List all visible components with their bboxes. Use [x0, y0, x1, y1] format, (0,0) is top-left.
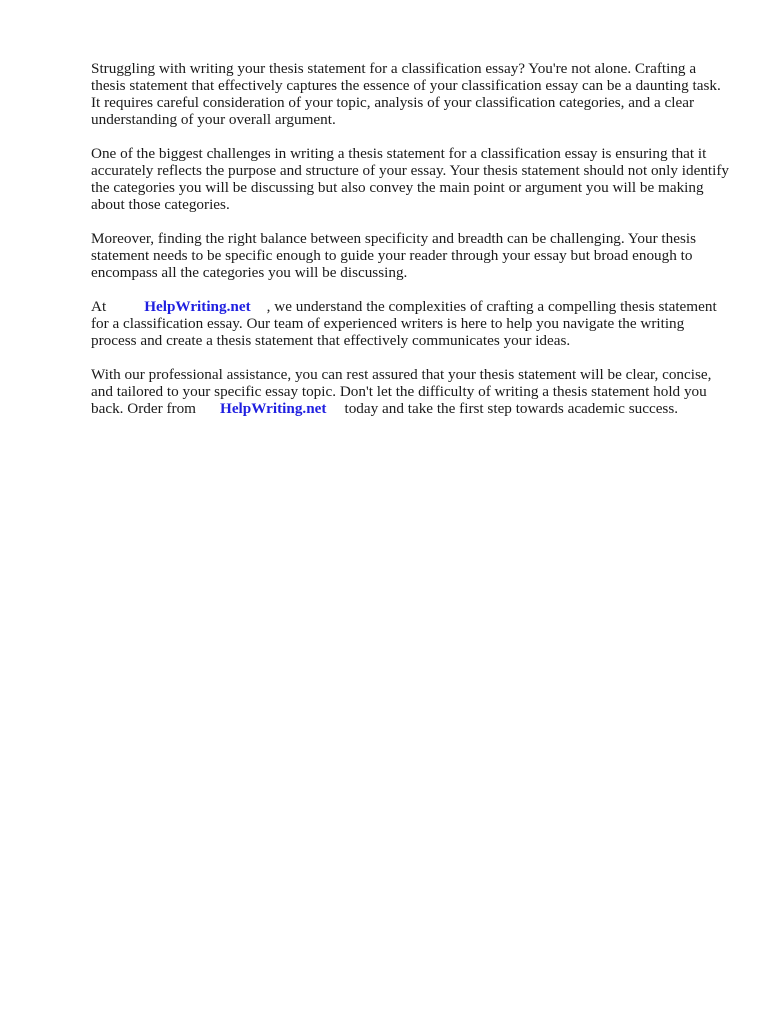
- paragraph-service-body: , we understand the complexities of crafting a compelling thesis statement for a classification essay. Our team of experienced writers is here to help you navigate the writing process and create a thesis statement that effectively communicates your ideas.: [91, 298, 717, 349]
- paragraph-service-lead: At: [91, 298, 107, 315]
- paragraph-order: [91, 366, 731, 417]
- paragraph-balance: Moreover, finding the right balance between specificity and breadth can be challenging. Your thesis statement needs to be specific enough to guide your reader through your essay but broad enough to encompass all the categories you will be discussing.: [91, 230, 697, 281]
- paragraph-order-lead: With our professional assistance, you can rest assured that your thesis statement will be clear, concise, and tailored to your specific essay topic. Don't let the difficulty of writing a thesis statement hold you back. Order from: [91, 366, 712, 417]
- paragraph-intro: Struggling with writing your thesis statement for a classification essay? You're not alone. Crafting a thesis statement that effectively captures the essence of your classification essay can be a daunting task. It requires careful consideration of your topic, analysis of your classification categories, and a clear understanding of your overall argument.: [91, 60, 721, 128]
- helpwriting-link-1[interactable]: HelpWriting.net: [144, 298, 251, 315]
- helpwriting-link-2[interactable]: HelpWriting.net: [220, 400, 327, 417]
- paragraph-challenges: One of the biggest challenges in writing a thesis statement for a classification essay is ensuring that it accurately reflects the purpose and structure of your essay. Your thesis statement should not only identify the categories you will be discussing but also convey the main point or argument you will be making about those categories.: [91, 145, 729, 213]
- paragraph-service: [91, 298, 731, 349]
- paragraph-order-tail: today and take the first step towards academic success.: [344, 400, 679, 417]
- document-page: [91, 60, 731, 434]
